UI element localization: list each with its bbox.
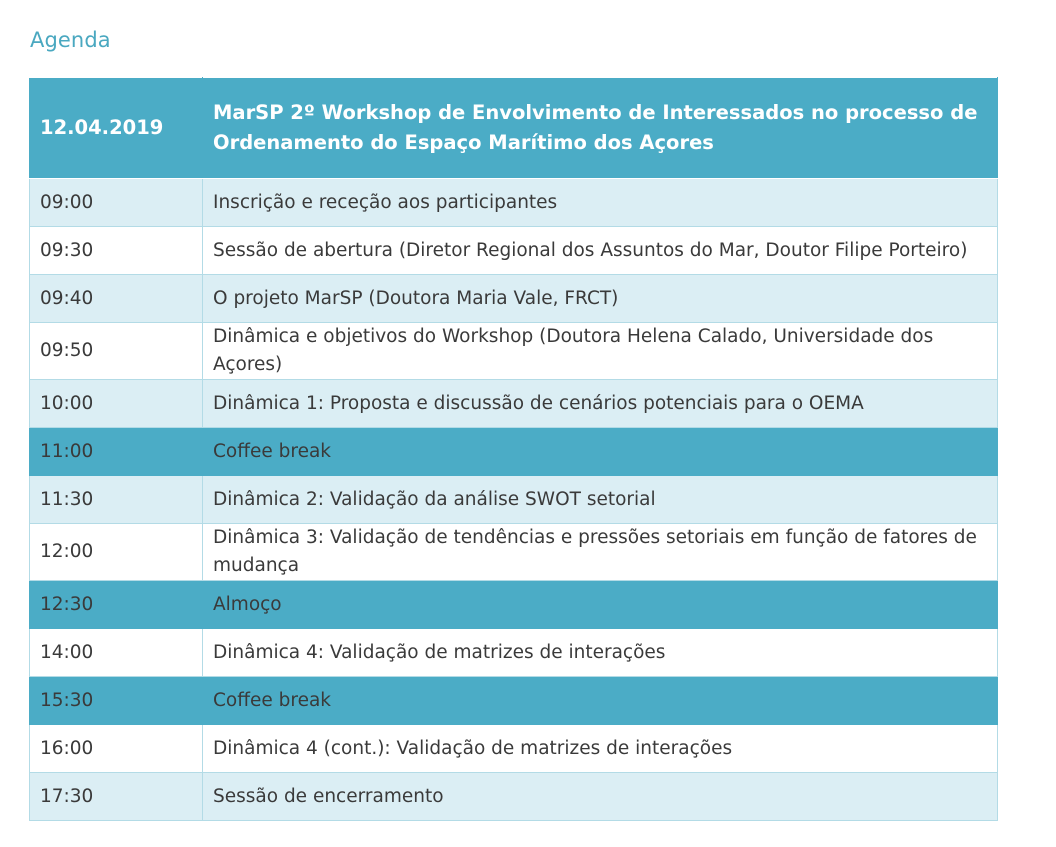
agenda-activity: Almoço — [203, 581, 998, 629]
event-date: 12.04.2019 — [30, 78, 203, 179]
agenda-time: 09:40 — [30, 275, 203, 323]
agenda-time: 09:30 — [30, 227, 203, 275]
agenda-heading: Agenda — [30, 28, 111, 52]
agenda-time: 12:00 — [30, 524, 203, 581]
agenda-row — [30, 179, 998, 227]
agenda-row-break — [30, 677, 998, 725]
agenda-time: 09:50 — [30, 323, 203, 380]
agenda-row — [30, 227, 998, 275]
agenda-row — [30, 725, 998, 773]
agenda-row — [30, 629, 998, 677]
agenda-activity: Dinâmica 4: Validação de matrizes de interações — [203, 629, 998, 677]
agenda-header — [30, 78, 998, 179]
agenda-body — [30, 179, 998, 821]
agenda-activity: Dinâmica e objetivos do Workshop (Doutora Helena Calado, Universidade dos Açores) — [203, 323, 998, 380]
agenda-time: 12:30 — [30, 581, 203, 629]
agenda-row — [30, 773, 998, 821]
agenda-row — [30, 380, 998, 428]
agenda-row-break — [30, 581, 998, 629]
agenda-table — [29, 77, 998, 821]
agenda-activity: Inscrição e receção aos participantes — [203, 179, 998, 227]
agenda-activity: Sessão de encerramento — [203, 773, 998, 821]
event-title: MarSP 2º Workshop de Envolvimento de Interessados no processo de Ordenamento do Espaço Marítimo dos Açores — [203, 78, 998, 179]
agenda-time: 11:30 — [30, 476, 203, 524]
agenda-activity: Sessão de abertura (Diretor Regional dos Assuntos do Mar, Doutor Filipe Porteiro) — [203, 227, 998, 275]
agenda-activity: O projeto MarSP (Doutora Maria Vale, FRCT) — [203, 275, 998, 323]
agenda-row-break — [30, 428, 998, 476]
agenda-row — [30, 524, 998, 581]
agenda-activity: Dinâmica 2: Validação da análise SWOT setorial — [203, 476, 998, 524]
agenda-activity: Coffee break — [203, 677, 998, 725]
agenda-time: 15:30 — [30, 677, 203, 725]
agenda-time: 16:00 — [30, 725, 203, 773]
agenda-time: 14:00 — [30, 629, 203, 677]
agenda-time: 10:00 — [30, 380, 203, 428]
agenda-time: 09:00 — [30, 179, 203, 227]
agenda-row — [30, 476, 998, 524]
agenda-time: 11:00 — [30, 428, 203, 476]
agenda-activity: Dinâmica 3: Validação de tendências e pressões setoriais em função de fatores de mudança — [203, 524, 998, 581]
agenda-row — [30, 323, 998, 380]
agenda-activity: Dinâmica 1: Proposta e discussão de cenários potenciais para o OEMA — [203, 380, 998, 428]
agenda-time: 17:30 — [30, 773, 203, 821]
agenda-activity: Dinâmica 4 (cont.): Validação de matrizes de interações — [203, 725, 998, 773]
agenda-activity: Coffee break — [203, 428, 998, 476]
agenda-row — [30, 275, 998, 323]
